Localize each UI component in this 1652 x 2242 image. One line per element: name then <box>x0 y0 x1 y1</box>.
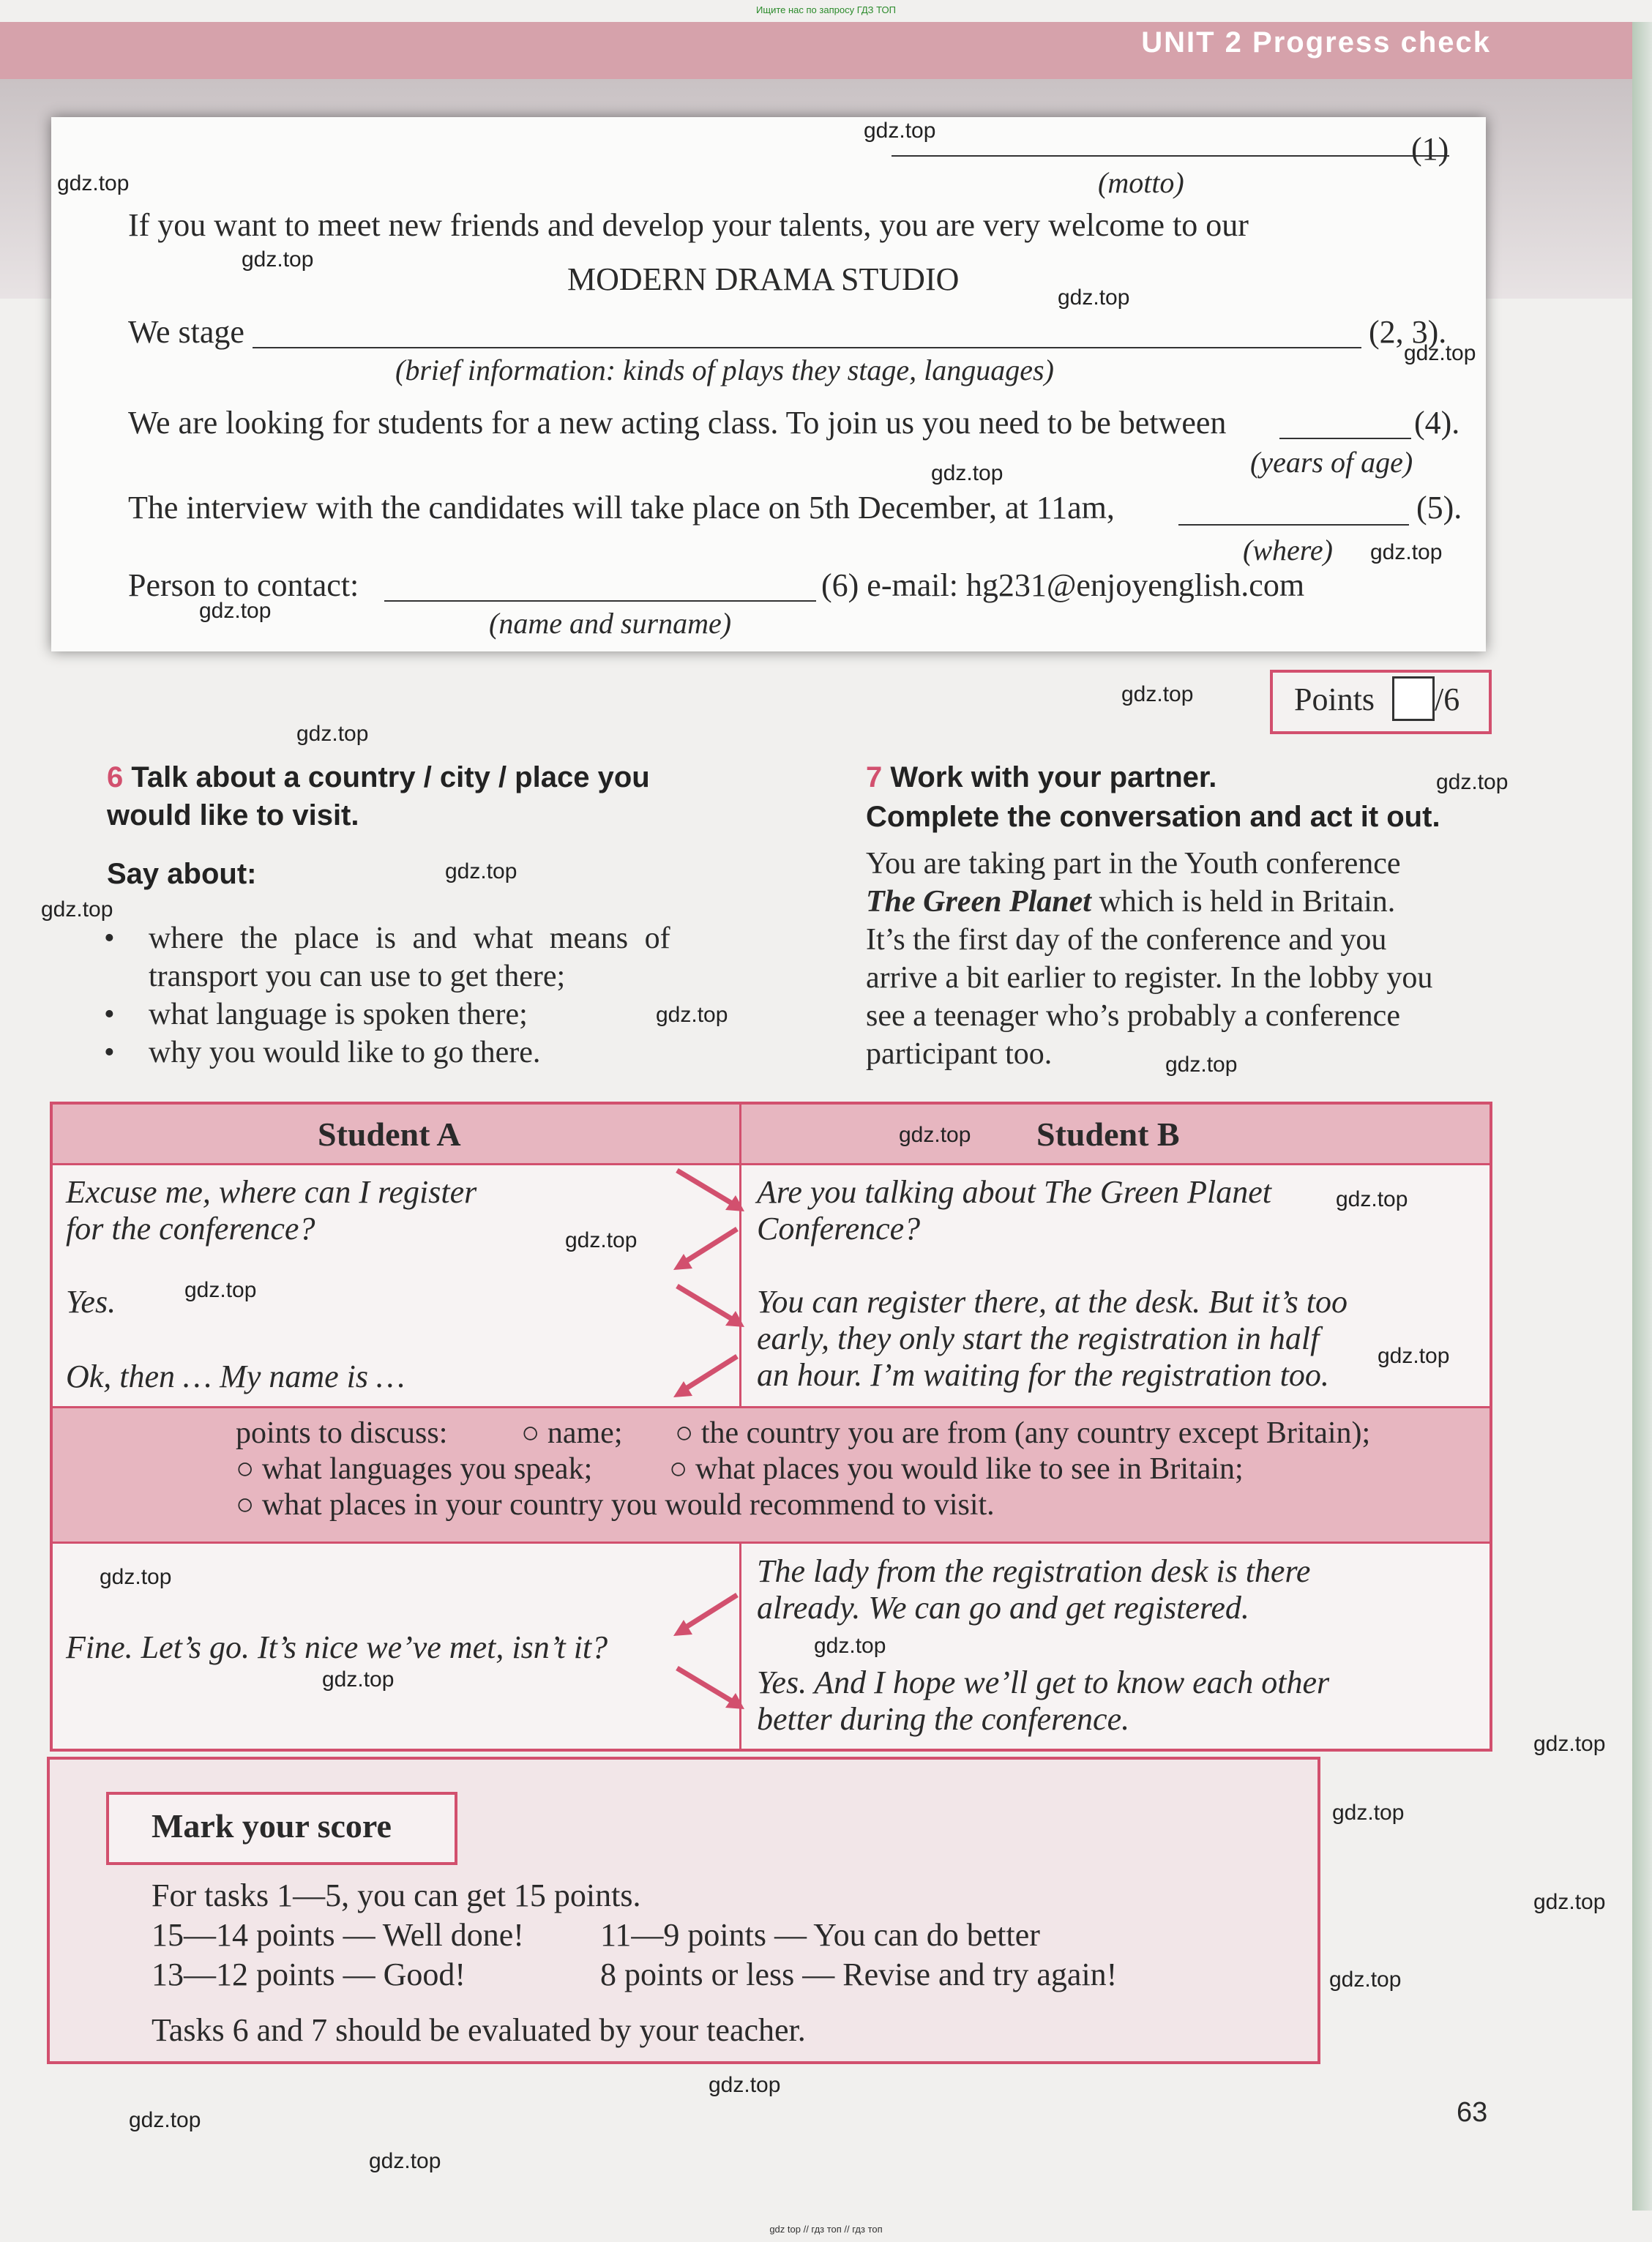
watermark: gdz.top <box>100 1565 172 1589</box>
task7-body-5: see a teenager who’s probably a conference <box>866 999 1400 1033</box>
watermark: gdz.top <box>41 897 113 922</box>
watermark: gdz.top <box>656 1003 728 1027</box>
motto-blank[interactable] <box>892 155 1449 157</box>
page-edge <box>1632 22 1652 2211</box>
contact-suffix: (6) e-mail: hg231@enjoyenglish.com <box>821 567 1305 603</box>
task6-title: Talk about a country / city / place you <box>131 761 650 793</box>
interview-text: The interview with the candidates will take place on 5th December, at 11am, <box>128 490 1115 526</box>
score-line-last: Tasks 6 and 7 should be evaluated by your teacher. <box>152 2012 806 2048</box>
divider <box>53 1163 1490 1165</box>
watermark: gdz.top <box>1436 770 1509 794</box>
task7-body-6: participant too. <box>866 1037 1053 1071</box>
intro-text: If you want to meet new friends and develop your talents, you are very welcome to our <box>128 207 1249 243</box>
task7-title-line1 <box>866 761 1216 794</box>
bullet-dot: • <box>104 922 115 955</box>
score-range-3: 13—12 points — Good! <box>152 1957 466 1992</box>
points-label: Points <box>1294 681 1375 717</box>
watermark: gdz.top <box>899 1123 971 1147</box>
motto-label: (motto) <box>1098 166 1184 199</box>
task7-body-2-rest: which is held in Britain. <box>1091 885 1396 919</box>
task7-number: 7 <box>866 761 883 793</box>
table-header-fill <box>53 1105 1490 1163</box>
bottom-note: gdz top // гдз топ // гдз топ <box>769 2224 883 2235</box>
watermark: gdz.top <box>369 2149 441 2173</box>
task6-say-about: Say about: <box>107 858 257 890</box>
stage-hint: (brief information: kinds of plays they stage, languages) <box>395 354 1054 386</box>
watermark: gdz.top <box>814 1634 886 1658</box>
b-line-3-cont: already. We can go and get registered. <box>757 1590 1249 1626</box>
discuss-places-britain: ○ what places you would like to see in Britain; <box>669 1452 1244 1486</box>
watermark: gdz.top <box>1329 1968 1402 1992</box>
b-line-4: Yes. And I hope we’ll get to know each other <box>757 1664 1330 1700</box>
points-input[interactable] <box>1392 676 1435 721</box>
score-line-1: For tasks 1—5, you can get 15 points. <box>152 1877 641 1913</box>
top-note: Ищите нас по запросу ГДЗ ТОП <box>756 4 896 15</box>
watermark: gdz.top <box>1370 540 1443 564</box>
watermark: gdz.top <box>1378 1344 1450 1368</box>
task7-title: Work with your partner. <box>890 761 1217 793</box>
score-range-2: 11—9 points — You can do better <box>600 1917 1040 1953</box>
drama-studio-card <box>51 117 1486 651</box>
student-b-header: Student B <box>1036 1116 1180 1153</box>
motto-number: (1) <box>1411 131 1449 167</box>
task6-bullet-1-cont: transport you can use to get there; <box>149 960 566 993</box>
watermark: gdz.top <box>709 2073 781 2097</box>
watermark: gdz.top <box>1336 1187 1408 1211</box>
arrow-right-icon <box>671 1163 752 1222</box>
a-line-3: Ok, then … My name is … <box>66 1359 405 1394</box>
task7-body-3: It’s the first day of the conference and you <box>866 923 1387 957</box>
task7-body-4: arrive a bit earlier to register. In the lobby you <box>866 961 1433 995</box>
where-blank[interactable] <box>1178 524 1409 526</box>
b-line-2-cont2: an hour. I’m waiting for the registration too. <box>757 1357 1329 1393</box>
stage-number: (2, 3). <box>1369 314 1447 350</box>
b-line-3: The lady from the registration desk is there <box>757 1553 1311 1589</box>
stage-blank[interactable] <box>253 347 1361 348</box>
arrow-left-icon <box>668 1349 748 1408</box>
watermark: gdz.top <box>931 461 1003 485</box>
watermark: gdz.top <box>1058 285 1130 310</box>
a-line-4: Fine. Let’s go. It’s nice we’ve met, isn’t it? <box>66 1629 608 1665</box>
watermark: gdz.top <box>129 2108 201 2132</box>
bullet-dot: • <box>104 998 115 1031</box>
score-range-1: 15—14 points — Well done! <box>152 1917 524 1953</box>
b-line-2: You can register there, at the desk. But it’s too <box>757 1284 1348 1320</box>
arrow-left-icon <box>668 1222 748 1280</box>
where-hint: (where) <box>1243 534 1333 567</box>
b-line-4-cont: better during the conference. <box>757 1701 1130 1737</box>
score-range-4: 8 points or less — Revise and try again! <box>600 1957 1118 1992</box>
watermark: gdz.top <box>242 247 314 272</box>
discuss-name: ○ name; <box>521 1416 623 1450</box>
watermark: gdz.top <box>864 119 936 143</box>
page-number: 63 <box>1457 2097 1488 2128</box>
task6-number: 6 <box>107 761 124 793</box>
watermark: gdz.top <box>565 1228 638 1252</box>
discuss-places-country: ○ what places in your country you would recommend to visit. <box>236 1488 995 1522</box>
watermark: gdz.top <box>1404 341 1476 365</box>
watermark: gdz.top <box>445 859 517 883</box>
score-title: Mark your score <box>152 1807 392 1845</box>
watermark: gdz.top <box>57 171 130 195</box>
conference-name: The Green Planet <box>866 885 1091 919</box>
task6-bullet-1: where the place is and what means of <box>149 922 670 955</box>
interview-number: (5). <box>1416 490 1462 526</box>
watermark: gdz.top <box>1121 682 1194 706</box>
task7-title-line2: Complete the conversation and act it out. <box>866 801 1440 833</box>
age-blank[interactable] <box>1279 438 1411 439</box>
looking-text: We are looking for students for a new acting class. To join us you need to be between <box>128 405 1227 441</box>
divider <box>53 1406 1490 1408</box>
watermark: gdz.top <box>1332 1801 1405 1825</box>
watermark: gdz.top <box>296 722 369 746</box>
name-hint: (name and surname) <box>489 607 732 640</box>
discuss-languages: ○ what languages you speak; <box>236 1452 593 1486</box>
discuss-country: ○ the country you are from (any country except Britain); <box>675 1416 1371 1450</box>
divider <box>53 1542 1490 1544</box>
arrow-left-icon <box>668 1588 748 1646</box>
contact-blank[interactable] <box>384 600 816 602</box>
discuss-label: points to discuss: <box>236 1416 448 1450</box>
watermark: gdz.top <box>1533 1890 1606 1914</box>
a-line-1: Excuse me, where can I register <box>66 1174 477 1210</box>
watermark: gdz.top <box>1533 1732 1606 1756</box>
b-line-1: Are you talking about The Green Planet <box>757 1174 1272 1210</box>
task7-body-1: You are taking part in the Youth conference <box>866 847 1401 881</box>
a-line-1-cont: for the conference? <box>66 1211 315 1247</box>
watermark: gdz.top <box>1165 1053 1238 1077</box>
watermark: gdz.top <box>184 1278 257 1302</box>
dialogue-table <box>50 1102 1492 1752</box>
watermark: gdz.top <box>322 1667 395 1692</box>
task6-title-line2: would like to visit. <box>107 799 359 832</box>
task6-bullet-2: what language is spoken there; <box>149 998 528 1031</box>
task6-title-line1 <box>107 761 650 794</box>
task6-bullet-3: why you would like to go there. <box>149 1036 541 1069</box>
stage-prefix: We stage <box>128 314 244 350</box>
studio-name: MODERN DRAMA STUDIO <box>567 261 960 297</box>
looking-number: (4). <box>1414 405 1460 441</box>
age-hint: (years of age) <box>1250 446 1413 479</box>
unit-title: UNIT 2 Progress check <box>1141 26 1491 59</box>
contact-prefix: Person to contact: <box>128 567 359 603</box>
b-line-1-cont: Conference? <box>757 1211 921 1247</box>
b-line-2-cont: early, they only start the registration in half <box>757 1320 1320 1356</box>
bullet-dot: • <box>104 1036 115 1069</box>
points-max: /6 <box>1435 681 1460 717</box>
watermark: gdz.top <box>199 599 272 623</box>
arrow-right-icon <box>671 1661 752 1719</box>
a-line-2: Yes. <box>66 1284 116 1320</box>
arrow-right-icon <box>671 1279 752 1337</box>
student-a-header: Student A <box>318 1116 461 1153</box>
task7-body-2 <box>866 884 1395 919</box>
